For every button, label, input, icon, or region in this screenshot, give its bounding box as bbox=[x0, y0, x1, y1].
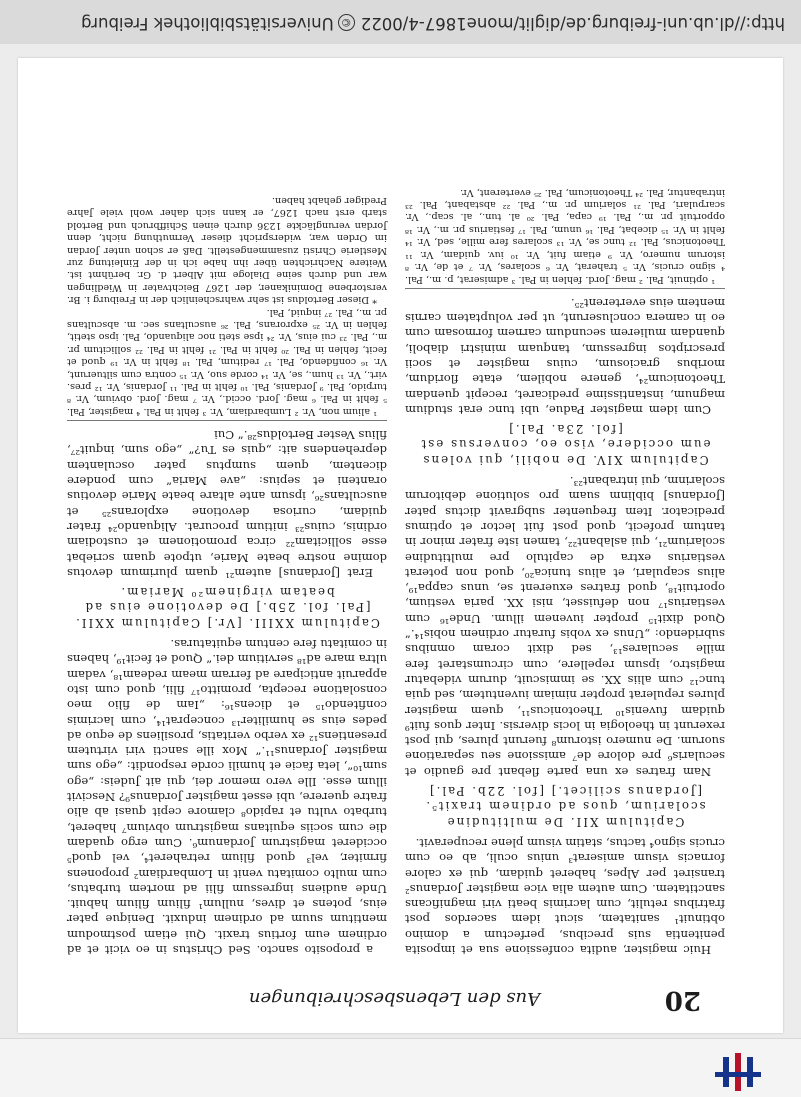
paragraph: a proposito sancto. Sed Christus in eo vicit et ad ordinem eum fortius traxit. Qui etiam postmodum mentitum suum ad ordinem induxit. Denique pater eius, potens et dives, nullum¹ filium filium habuit. Unde audiens ingressum filii ad mortem turbatus, cum multo comitatu venit in Lombardiam² proponens firmiter, vel³ quod filium retraheret⁴, vel quod⁵ occideret magistrum Jordanum⁶. Cum ergo quadam die cum sociis equitans magistrum obvium⁷ haberet, turbato vultu et rapido⁸ clamore cepit quasi ab alio fratre querere, ubi esset magister Jordanus⁹? Nescivit illum esse. Ille vero memor dei, qui ait Judeis: „ego sum¹⁰“, leta facie et humili corde respondit: „ego sum magister Jordanus¹¹.“ Mox ille sancti viri virtutem presentiens¹² ex verbo veritatis, prosiliens de equo ad pedes eius se humiliter¹³ conceprat¹⁴, cum lacrimis confitendo¹⁵ et dicens¹⁶: „Iam de filio meo consolatione recepta, promitto¹⁷ filii, quod cum isto apparuit anticipare ad ferram meam redeam¹⁸, vadam ultra mare ad¹⁸ servitium dei.“ Quod et fecit¹⁹, habens in comitatu fere centum equitaturas. bbox=[67, 637, 387, 957]
scanned-page bbox=[18, 58, 783, 1033]
paragraph: Cum idem magister Padue, ubi tunc erat studium magnum, instantissime predicaret, recepit quendam Theotonicum²⁴, genere nobilem, etate floridum, moribus graciosum, cuius magister et socii prescriptos ingressum, tanquam ministri diaboli, quandam mulierem secundum carnem formosam cum eo in camera concluserunt, ut per voluptatem carnis mentem eius everterent²⁵. bbox=[405, 295, 725, 417]
chapter-heading: Capitulum XXIII. [Vr.] Capitulum XXII. [Pal. fol. 25b.] De devotione eius ad beatam virginem²⁰ Mariam. bbox=[74, 585, 380, 630]
running-head: Aus den Lebensbeschreibungen bbox=[248, 988, 541, 1009]
copyright-icon: © bbox=[338, 14, 355, 31]
copyright-holder: Universitätsbibliothek Freiburg bbox=[81, 14, 334, 33]
right-column bbox=[67, 194, 387, 957]
footnote-text: ¹ optinuit, Pal. ² mag. Jord. fehlen in Pal. ³ admiserat, p. m., Pal. ⁴ signo crucis, Vr. ⁵ traherat, Vr. ⁶ scolares, Vr. ⁷ et de, Vr. ⁸ istorum numero, Vr. ⁹ etiam fuit, Vr. ¹⁰ iuv. quidam, Vr. ¹¹ Theotonicus, Pal. ¹² tunc se, Vr. ¹³ scolares fere mille, sed, Vr. ¹⁴ fehlt in Vr. ¹⁵ dicebat, Pal. ¹⁶ unum, Pal. ¹⁷ festiarius pr. m., Vr. ¹⁸ opportuit pr. m., Pal. ¹⁹ capa, Pal. ²⁰ al. tun., al. scap., Vr. scarpulari, Pal. ²¹ solarium pr. m., Pal. ²² abstabant, Pal. ²³ intrabantur, Pal. ²⁴ Theotonicum, Pal. ²⁵ everterent, Vr. bbox=[405, 186, 725, 285]
page-number: 20 bbox=[664, 985, 701, 1015]
library-logo-icon bbox=[715, 1053, 761, 1091]
paragraph: Erat [Jordanus] autem²¹ quam plurimum devotus domine nostre beate Marie, utpote quam scriebat esse sollicitam²² circa promotionem et custodiam ordinis, cuius²³ initium procurat. Aliquando²⁴ frater quidam, curiosa devotione explorans²⁵ et auscultans²⁶, ipsum ante altare beate Marie devotius oranteni et sepius: „ave Maria“ cum pondere dicentem, quem sumptus pater osculantem deprehendens ait: „quis es Tu?“ „ego sum, inquit²⁷, filius Vester Bertoldus²⁸.“ Cui bbox=[67, 428, 387, 580]
chapter-heading: Capitulum XII. De multitudine scolarium, quos ad ordinem traxit⁵. [Jordanus scilicet.] [fol. 22b. Pal.] bbox=[424, 784, 706, 829]
paragraph: Huic magister, audita confessione sua et imposita penitentia suis precibus, perfectum a domino obtinuit¹ sanitatem, sicut idem sacerdos post fratribus retulit, cum lacrimis beati viri magnificans sanctitatem. Cum autem alia vice magister Jordanus² transiret per Alpes, haberet quidam, qui ex calore fornacis visum amiserat³ unius oculi, ab eo cum crucis signo⁴ tactus, statim visum plene recuperavit. bbox=[405, 835, 725, 957]
chapter-heading: Capitulum XIV. De nobili, qui volens eum occidere, viso eo, conversus est [fol. 23a. Pal.] bbox=[419, 422, 711, 467]
footnotes bbox=[405, 185, 725, 288]
left-column bbox=[405, 185, 725, 957]
footnote-text: ¹ alium non, Vr. ² Lumbardiam, Vr. ³ fehlt in Pal. ⁴ magister, Pal. ⁵ fehlt in Pal. ⁶ mag. Jord. occid., Vr. ⁷ mag. Jord. obvium, Vr. ⁸ turpido, Pal. ⁹ Jordanis, Pal. ¹⁰ fehlt in Pal. ¹¹ Jordanis, Vr. ¹² pres. virt., Vr. ¹³ hum., se, Vr. ¹⁴ corde suo, Vr. ¹⁵ contra cum siltuerunt, Vr. ¹⁶ confidendo, Pal. ¹⁷ reditum, Pal. ¹⁸ fehlt in Vr. ¹⁹ quod et fecit, fehlen in Pal. ²⁰ fehlt in Pal. ²¹ fehlt in Pal. ²² sollicitum pr. m., Pal. ²³ cui eius, Vr. ²⁴ ipse steti noc aliquando, Pal. ipso stetit, fehlen in Vr. ²⁵ exprorans, Pal. ²⁶ auscultans sec. m. abscultans pr. m., Pal. ²⁷ inquid, Pal. bbox=[67, 306, 387, 417]
page-header bbox=[88, 975, 701, 1015]
source-citation bbox=[81, 14, 785, 33]
paragraph: Nam fratres ex una parte flebant pre gaudio et secularis⁶ pre dolore de⁷ amissione seu separatione suorum. De numero istorum⁸ fuerunt plures, qui post rexerunt in theologia in locis diversis. Inter quos fuit⁹ quidam fuvenis¹⁰ Theotonicus¹¹, quem magister plures repulerat propter nimiam iuventutem, sed quia tunc¹² cum aliis XX. se immiscuit, durum videbatur magistro, ipsum repellere, cum circumstaret fere mille seculares¹³, sed dixit coram omnibus subridendo: „Unus ex vobis furatur ordinem nobis¹⁴.“ Quod dixit¹⁵ propter iuvenem illum. Unde¹⁶ cum vestiarius¹⁷ non defuisset, nisi XX. paria vestium, oportuit¹⁸, quod fratres exuerent se, unus cappa¹⁹, alius scapulari, et alius tunica²⁰, quod non poterat vestiarius extra de capitulo pre multitudine scolarium²¹, qui aslabant²², tamen iste frater minor in tantum profecit, quod post fuit lector et optimus predicator. Item frequenter subgravit dictus pater [Jordanus] biblinm suam pro solutione debitorum scolarinm, qui intrabant²³. bbox=[405, 474, 725, 779]
footnotes bbox=[67, 194, 387, 421]
source-url-link[interactable]: http://dl.ub.uni-freiburg.de/diglit/mone1867-4/0022 bbox=[360, 14, 785, 33]
footnote-text: * Dieser Bertoldus ist sehr wahrscheinlich der in Freiburg i. Br. verstorbene Dominikaner, der 1267 Beichtvater in Wiedlingen war und durch seine Dialoge mit Albert d. Gr. berühmt ist. Weitere Nachrichten über ihn habe ich in der Einleitung zur Mestlerie Christi zusammengestellt. Daß er schon unter Jordan im Orden war, widerspricht dieser Vermuthung nicht, denn Jordan verungläckte 1236 durch einen Schiffbruch und Bertold starb erst nach 1267, er kann sich daher wohl viele Jahre Prediger gehabt haben. bbox=[67, 195, 387, 306]
library-header-bar bbox=[0, 1038, 801, 1097]
source-url-bar bbox=[0, 0, 801, 44]
